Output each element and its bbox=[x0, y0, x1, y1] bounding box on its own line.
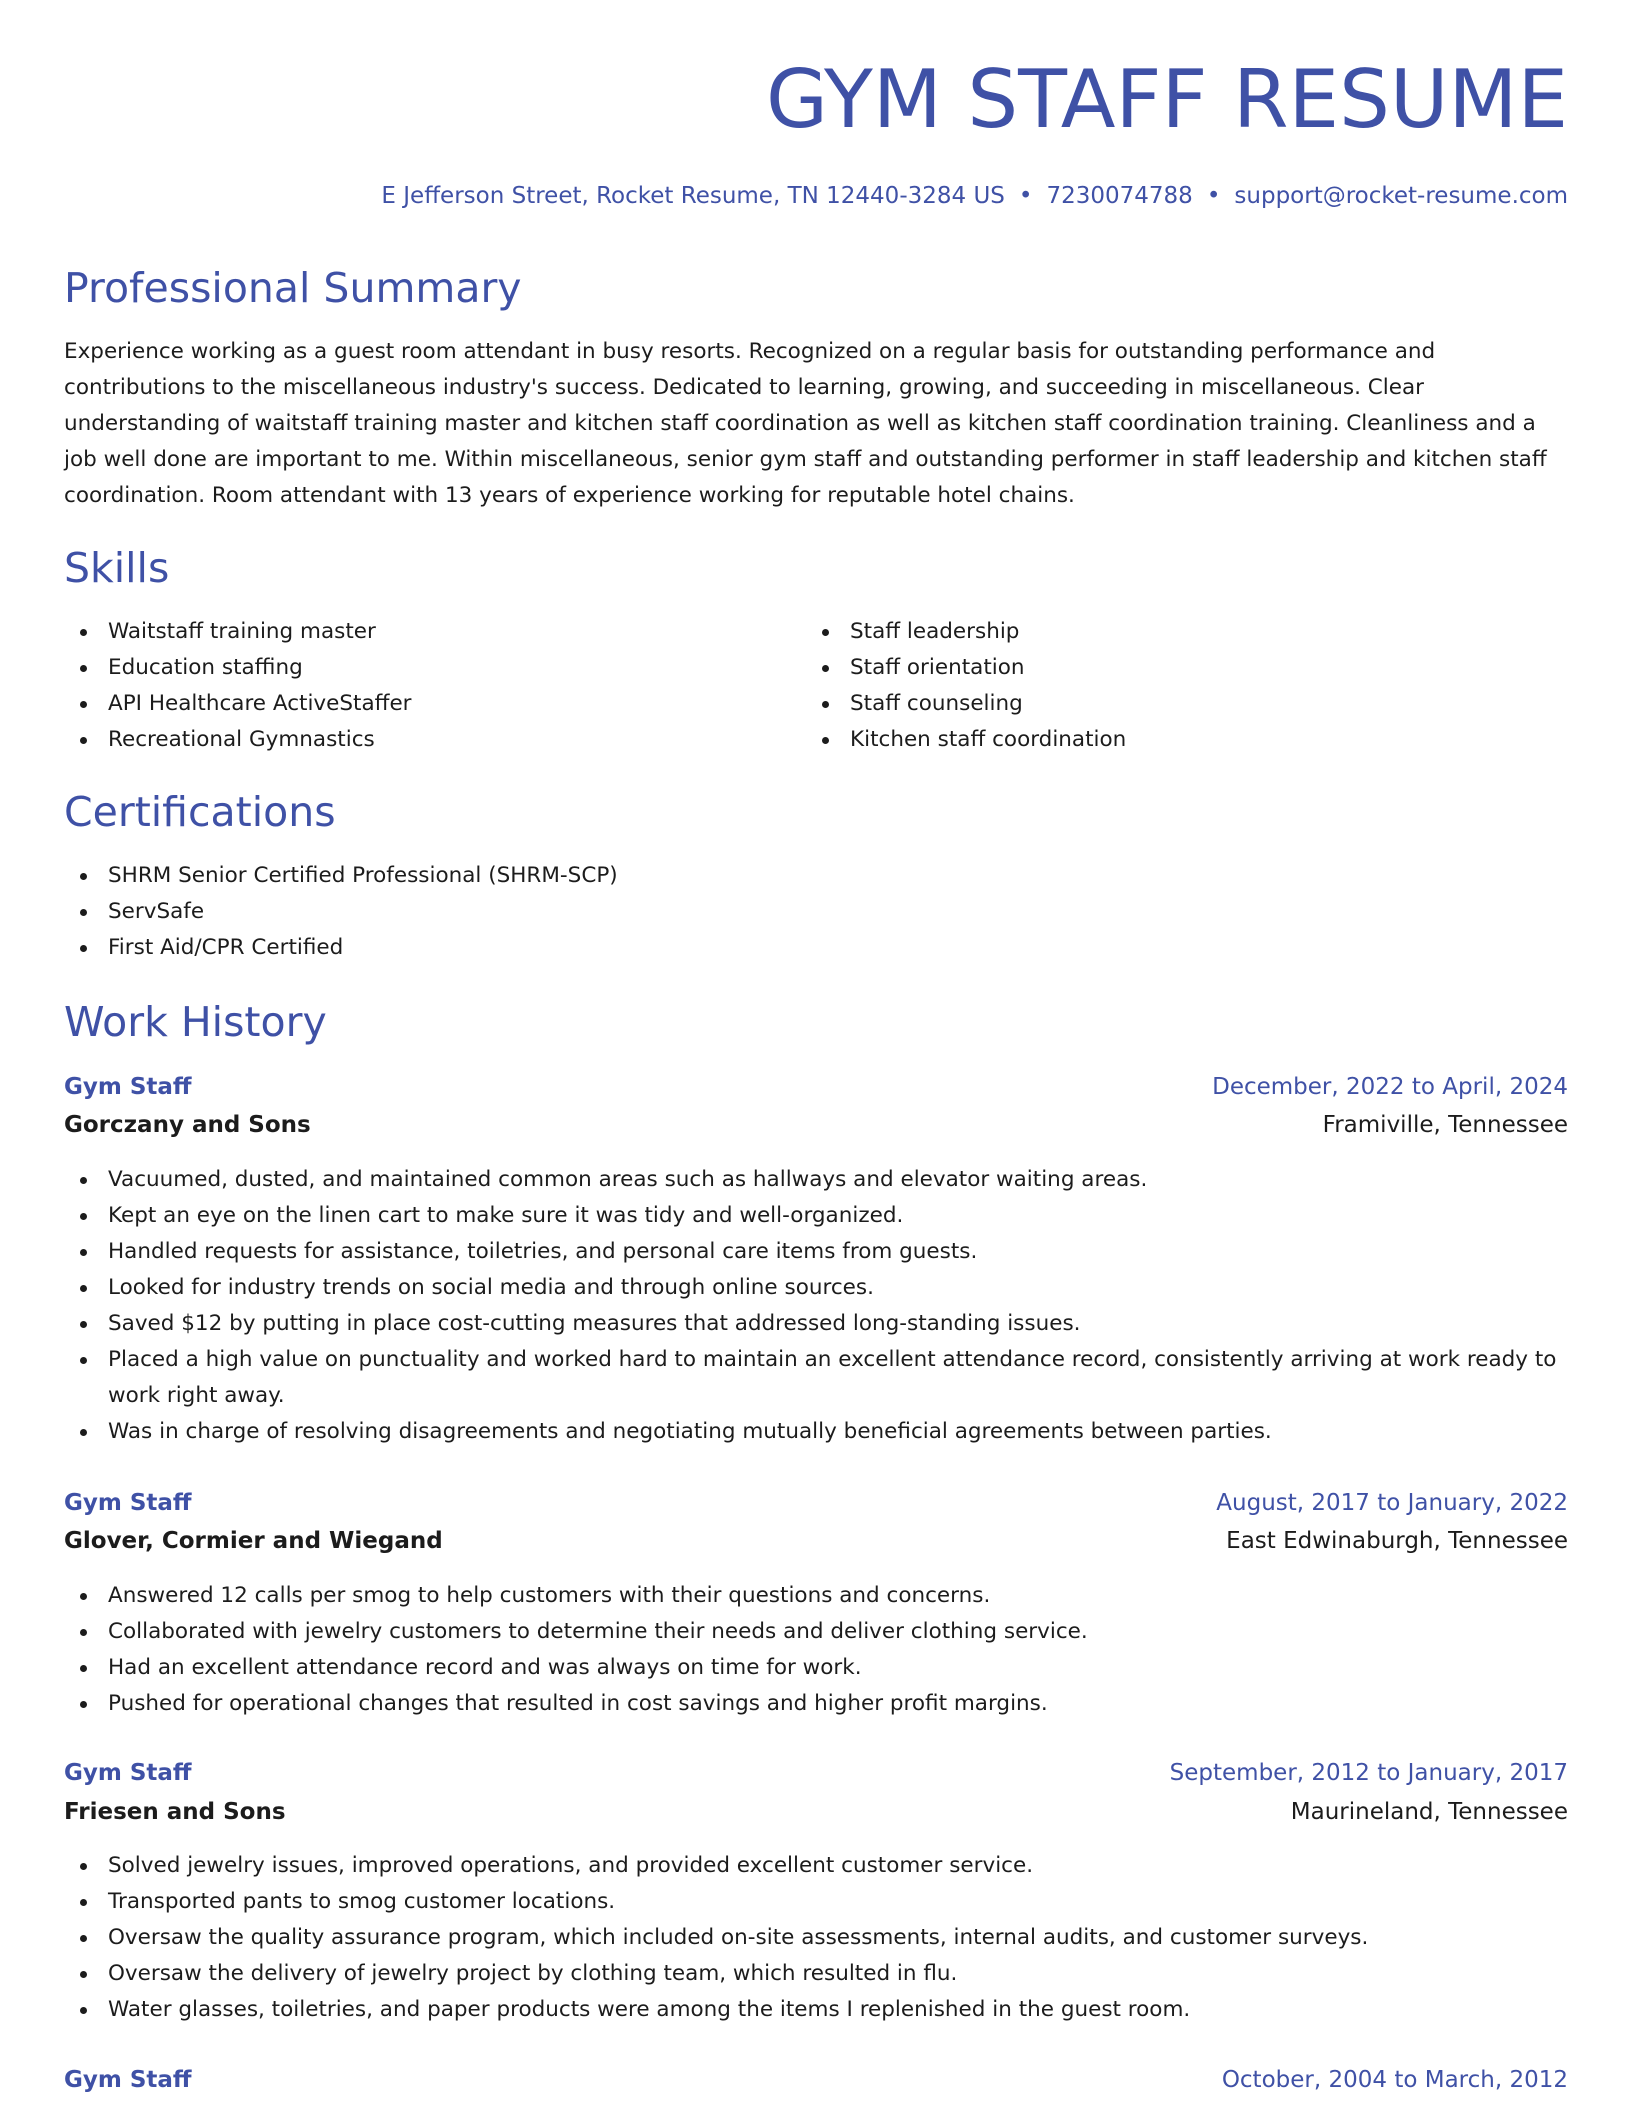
job-title: Gym Staff bbox=[64, 1074, 192, 1100]
company-name: Gorczany and Sons bbox=[64, 1112, 311, 1138]
skill-item: Waitstaff training master bbox=[64, 614, 764, 650]
duty-item: Answered 12 calls per smog to help customers with their questions and concerns. bbox=[64, 1578, 1568, 1614]
contact-address: E Jefferson Street, Rocket Resume, TN 12440-3284 US bbox=[381, 183, 1005, 209]
summary-text: Experience working as a guest room attendant in busy resorts. Recognized on a regular basis for outstanding performance and contributions to the miscellaneous industry's success. Dedicated to learning, growing, and succeeding in miscellaneous. Clear understanding of waitstaff training master and kitchen staff coordination as well as kitchen staff coordination training. Cleanliness and a job well done are important to me. Within miscellaneous, senior gym staff and outstanding performer in staff leadership and kitchen staff coordination. Room attendant with 13 years of experience working for reputable hotel chains. bbox=[64, 339, 1547, 508]
job-duties-list bbox=[64, 1578, 1568, 1722]
duty-item: Water glasses, toiletries, and paper products were among the items I replenished in the guest room. bbox=[64, 1992, 1568, 2028]
job-title: Gym Staff bbox=[64, 1490, 192, 1516]
skills-list-right bbox=[806, 614, 1506, 758]
job-dates: September, 2012 to January, 2017 bbox=[1169, 1760, 1568, 1786]
skills-heading: Skills bbox=[64, 544, 170, 592]
duty-item: Was in charge of resolving disagreements and negotiating mutually beneficial agreements between parties. bbox=[64, 1414, 1568, 1450]
duty-item: Looked for industry trends on social media and through online sources. bbox=[64, 1270, 1568, 1306]
job-duties-list bbox=[64, 1848, 1568, 2028]
job-location: Framiville, Tennessee bbox=[1322, 1112, 1568, 1138]
skill-item: Staff leadership bbox=[806, 614, 1506, 650]
certifications-list bbox=[64, 858, 1568, 966]
duty-item: Placed a high value on punctuality and worked hard to maintain an excellent attendance record, consistently arriving at work ready to work right away. bbox=[64, 1342, 1568, 1414]
job-header bbox=[64, 1755, 1568, 1791]
job-location: East Edwinaburgh, Tennessee bbox=[1226, 1528, 1568, 1554]
job-title: Gym Staff bbox=[64, 1760, 192, 1786]
summary-heading: Professional Summary bbox=[64, 264, 522, 312]
duty-item: Kept an eye on the linen cart to make sure it was tidy and well-organized. bbox=[64, 1198, 1568, 1234]
skill-item: Staff counseling bbox=[806, 686, 1506, 722]
duty-item: Solved jewelry issues, improved operations, and provided excellent customer service. bbox=[64, 1848, 1568, 1884]
job-employer bbox=[64, 1107, 1568, 1143]
skill-item: API Healthcare ActiveStaffer bbox=[64, 686, 764, 722]
skill-item: Kitchen staff coordination bbox=[806, 722, 1506, 758]
job-location: Maurineland, Tennessee bbox=[1290, 1799, 1568, 1825]
job-header bbox=[64, 1485, 1568, 1521]
company-name: Glover, Cormier and Wiegand bbox=[64, 1528, 443, 1554]
duty-item: Pushed for operational changes that resulted in cost savings and higher profit margins. bbox=[64, 1686, 1568, 1722]
job-employer bbox=[64, 1794, 1568, 1830]
resume-title: GYM STAFF RESUME bbox=[766, 53, 1568, 146]
certification-item: SHRM Senior Certified Professional (SHRM-SCP) bbox=[64, 858, 1568, 894]
duty-item: Handled requests for assistance, toiletries, and personal care items from guests. bbox=[64, 1234, 1568, 1270]
duty-item: Collaborated with jewelry customers to determine their needs and deliver clothing service. bbox=[64, 1614, 1568, 1650]
duty-item: Saved $12 by putting in place cost-cutting measures that addressed long-standing issues. bbox=[64, 1306, 1568, 1342]
skill-item: Education staffing bbox=[64, 650, 764, 686]
duty-item: Vacuumed, dusted, and maintained common areas such as hallways and elevator waiting areas. bbox=[64, 1162, 1568, 1198]
skill-item: Recreational Gymnastics bbox=[64, 722, 764, 758]
job-dates: October, 2004 to March, 2012 bbox=[1221, 2067, 1568, 2093]
job-employer bbox=[64, 1523, 1568, 1559]
duty-item: Transported pants to smog customer locations. bbox=[64, 1884, 1568, 1920]
job-header bbox=[64, 1069, 1568, 1105]
contact-separator: • bbox=[1018, 183, 1033, 209]
job-header bbox=[64, 2062, 1568, 2098]
certification-item: First Aid/CPR Certified bbox=[64, 930, 1568, 966]
company-name: Friesen and Sons bbox=[64, 1799, 286, 1825]
duty-item: Oversaw the delivery of jewelry project by clothing team, which resulted in flu. bbox=[64, 1956, 1568, 1992]
job-dates: December, 2022 to April, 2024 bbox=[1212, 1074, 1568, 1100]
work-history-heading: Work History bbox=[64, 998, 327, 1046]
duty-item: Had an excellent attendance record and was always on time for work. bbox=[64, 1650, 1568, 1686]
skill-item: Staff orientation bbox=[806, 650, 1506, 686]
duty-item: Oversaw the quality assurance program, which included on-site assessments, internal audits, and customer surveys. bbox=[64, 1920, 1568, 1956]
contact-email[interactable]: support@rocket-resume.com bbox=[1234, 183, 1568, 209]
contact-line bbox=[381, 180, 1568, 212]
skills-list-left bbox=[64, 614, 764, 758]
job-dates: August, 2017 to January, 2022 bbox=[1216, 1490, 1568, 1516]
contact-phone: 7230074788 bbox=[1046, 183, 1193, 209]
contact-separator: • bbox=[1206, 183, 1221, 209]
certifications-heading: Certifications bbox=[64, 788, 336, 836]
certification-item: ServSafe bbox=[64, 894, 1568, 930]
job-title: Gym Staff bbox=[64, 2067, 192, 2093]
job-duties-list bbox=[64, 1162, 1568, 1450]
